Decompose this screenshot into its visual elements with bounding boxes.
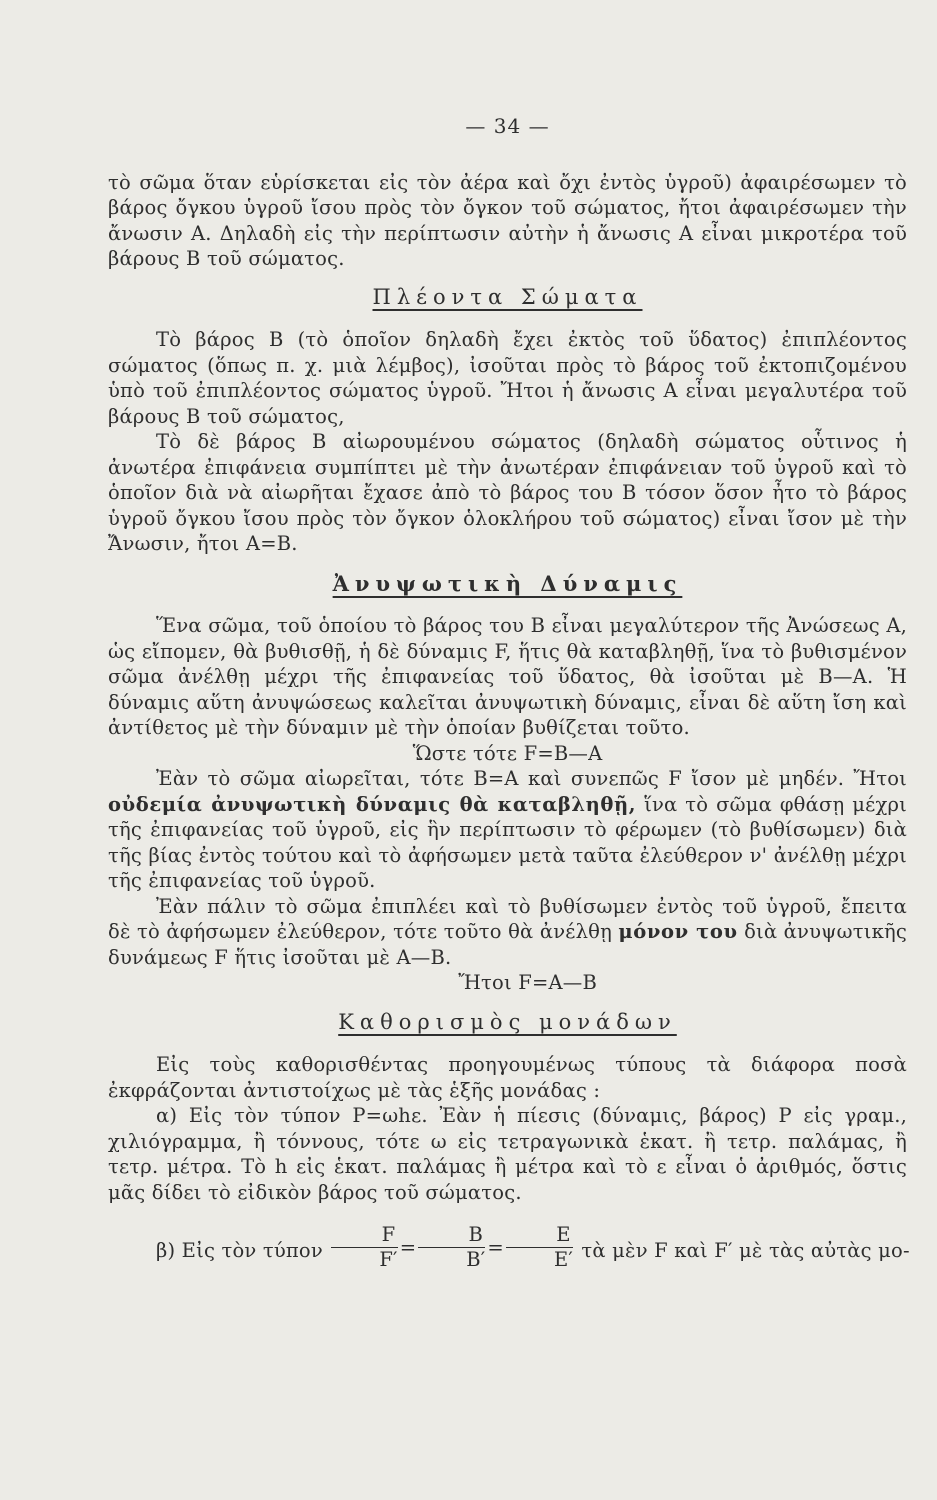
paragraph-zero-force: Ἐὰν τὸ σῶμα αἰωρεῖται, τότε Β=Α καὶ συνεπῶς F ἴσον μὲ μηδέν. Ἤτοι οὐδεμία ἀνυψωτικὴ δύναμις θὰ καταβληθῇ, ἵνα τὸ σῶμα φθάσῃ μέχρι τῆς ἐπιφανείας τοῦ ὑγροῦ, εἰς ἣν περίπτωσιν τὸ φέρωμεν (τὸ βυθίσωμεν) διὰ τῆς βίας ἐντὸς τούτου καὶ τὸ ἀφήσωμεν μετὰ ταῦτα ἐλεύθερον ν' ἀνέλθῃ μέχρι τῆς ἐπιφανείας τοῦ ὑγροῦ. <box>108 767 907 892</box>
formula-f-equals-b-minus-a: Ὥστε τότε F=Β—Α <box>412 741 603 765</box>
paragraph-suspended-body: Τὸ δὲ βάρος Β αἰωρουμένου σώματος (δηλαδὴ σώματος οὗτινος ἡ ἀνωτέρα ἐπιφάνεια συμπίπτει μὲ τὴν ἀνωτέραν ἐπιφάνειαν τοῦ ὑγροῦ καὶ τὸ ὁποῖον διὰ νὰ αἰωρῆται ἔχασε ἀπὸ τὸ βάρος του Β τόσον ὅσον ἦτο τὸ βάρος ὑγροῦ ὄγκου ἴσου πρὸς τὸν ὄγκον ὁλοκλήρου τοῦ σώματος) εἶναι ἴσον μὲ τὴν Ἄνωσιν, ἤτοι Α=Β. <box>108 430 907 555</box>
section-heading-lifting-force: Ἀνυψωτικὴ Δύναμις <box>332 570 683 596</box>
paragraph-intro: τὸ σῶμα ὅταν εὑρίσκεται εἰς τὸν ἀέρα καὶ ὄχι ἐντὸς ὑγροῦ) ἀφαιρέσωμεν τὸ βάρος ὄγκου ὑγροῦ ἴσου πρὸς τὸν ὄγκον τοῦ σώματος, ἤτοι ἀφαιρέσωμεν τὴν ἄνωσιν Α. Δηλαδὴ εἰς τὴν περίπτωσιν αὐτὴν ἡ ἄνωσις Α εἶναι μικροτέρα τοῦ βάρους Β τοῦ σώματος. <box>108 170 907 270</box>
section-heading-floating-bodies: Πλέοντα Σώματα <box>372 284 643 309</box>
paragraph-ratio-formula: β) Εἰς τὸν τύπον $\frac{F}{F'}$ = $\frac{B}{B'}$ = $\frac{E}{E'}$ τὰ μὲν F καὶ F′ μὲ τὰς αὐτὰς μο- <box>156 1223 910 1271</box>
fraction-e: $\frac{E}{E'}$ <box>506 1223 573 1272</box>
fraction-f: $\frac{F}{F'}$ <box>331 1223 397 1272</box>
paragraph-floating-weight: Τὸ βάρος Β (τὸ ὁποῖον δηλαδὴ ἔχει ἐκτὸς τοῦ ὕδατος) ἐπιπλέοντος σώματος (ὅπως π. χ. μιὰ λέμβος), ἰσοῦται πρὸς τὸ βάρος τοῦ ἐκτοπιζομένου ὑπὸ τοῦ ἐπιπλέοντος σώματος ὑγροῦ. Ἤτοι ἡ ἄνωσις Α εἶναι μεγαλυτέρα τοῦ βάρους Β τοῦ σώματος, <box>108 328 907 428</box>
paragraph-rising-body: Ἐὰν πάλιν τὸ σῶμα ἐπιπλέει καὶ τὸ βυθίσωμεν ἐντὸς τοῦ ὑγροῦ, ἔπειτα δὲ τὸ ἀφήσωμεν ἐλεύθερον, τότε τοῦτο θὰ ἀνέλθῃ μόνον του διὰ ἀνυψωτικῆς δυνάμεως F ἥτις ἰσοῦται μὲ Α—Β. <box>108 894 907 969</box>
paragraph-pressure-formula: α) Εἰς τὸν τύπον P=ωhε. Ἐὰν ἡ πίεσις (δύναμις, βάρος) P εἰς γραμ., χιλιόγραμμα, ἢ τόννους, τότε ω εἰς τετραγωνικὰ ἑκατ. ἢ τετρ. παλάμας, ἢ τετρ. μέτρα. Τὸ h εἰς ἑκατ. παλάμας ἢ μέτρα καὶ τὸ ε εἶναι ὁ ἀριθμός, ὅστις μᾶς δίδει τὸ εἰδικὸν βάρος τοῦ σώματος. <box>108 1104 907 1204</box>
emphasis-by-itself: μόνον του <box>618 920 738 943</box>
section-heading-units: Καθορισμὸς μονάδων <box>338 1009 677 1034</box>
formula-f-equals-a-minus-b: Ἤτοι F=Α—Β <box>458 971 597 994</box>
equals-sign: = <box>399 1235 417 1259</box>
page-number: — 34 — <box>465 114 550 138</box>
equals-sign: = <box>487 1235 504 1259</box>
fraction-b: $\frac{B}{B'}$ <box>418 1223 485 1272</box>
emphasis-no-lifting-force: οὐδεμία ἀνυψωτικὴ δύναμις θὰ καταβληθῇ, <box>108 792 637 816</box>
paragraph-units-intro: Εἰς τοὺς καθορισθέντας προηγουμένως τύπους τὰ διάφορα ποσὰ ἐκφράζονται ἀντιστοίχως μὲ τὰς ἑξῆς μονάδας : <box>108 1053 907 1102</box>
paragraph-lifting-force: Ἕνα σῶμα, τοῦ ὁποίου τὸ βάρος του Β εἶναι μεγαλύτερον τῆς Ἀνώσεως Α, ὡς εἴπομεν, θὰ βυθισθῇ, ἡ δὲ δύναμις F, ἥτις θὰ καταβληθῇ, ἵνα τὸ βυθισμένον σῶμα ἀνέλθῃ μέχρι τῆς ἐπιφανείας τοῦ ὕδατος, θὰ ἰσοῦται μὲ Β—Α. Ἡ δύναμις αὕτη ἀνυψώσεως καλεῖται ἀνυψωτικὴ δύναμις, εἶναι δὲ αὕτη ἴση καὶ ἀντίθετος μὲ τὴν δύναμιν μὲ τὴν ὁποίαν βυθίζεται τοῦτο. <box>108 614 907 739</box>
